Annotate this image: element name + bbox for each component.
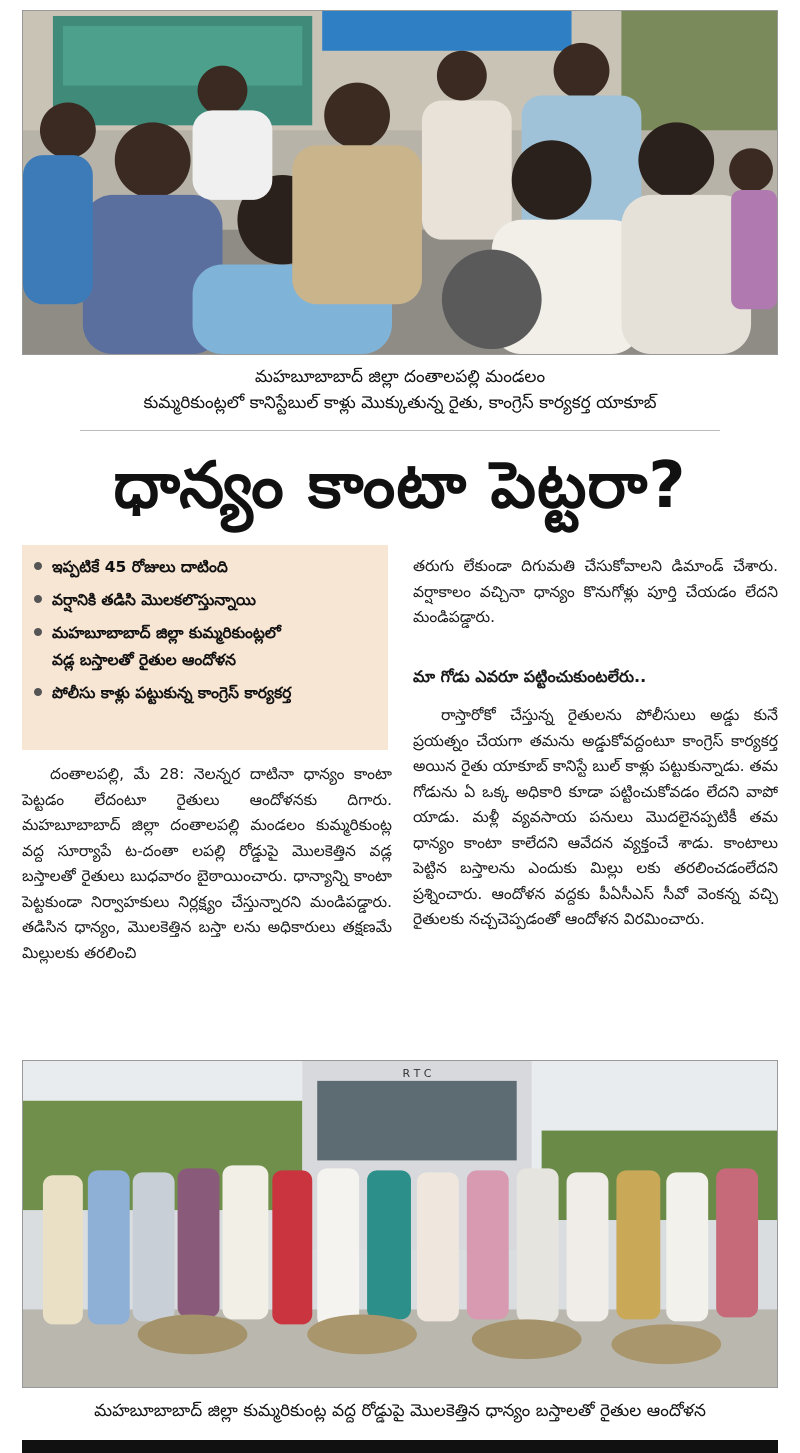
article-subheading: మా గోడు ఎవరూ పట్టించుకుంటలేరు.. <box>413 667 647 686</box>
article-right-column-top <box>413 554 778 631</box>
caption-line-2: కుమ్మరికుంట్లలో కానిస్టేబుల్‌ కాళ్లు మొక్కుతున్న రైతు, కాంగ్రెస్‌ కార్యకర్త యాకూబ్‌ <box>143 393 657 413</box>
top-photo-caption <box>22 364 778 416</box>
bullet-icon <box>34 595 42 603</box>
bottom-news-photo <box>22 1060 778 1388</box>
highlights-box <box>22 545 388 750</box>
highlights-list <box>32 557 378 703</box>
caption-line-1: మహబూబాబాద్‌ జిల్లా దంతాలపల్లి మండలం <box>254 367 546 387</box>
bullet-icon <box>34 562 42 570</box>
article-paragraph: రాస్తారోకో చేస్తున్న రైతులను పోలీసులు అడ్డు కునే ప్రయత్నం చేయగా తమను అడ్డుకోవద్దంటూ కాంగ్రెస్‌ కార్యకర్త అయిన రైతు యాకూబ్‌ కానిస్టే బుల్‌ కాళ్లు పట్టుకున్నాడు. తమ గోడును ఏ ఒక్క అధికారి కూడా పట్టించుకోవడం లేదని వాపో యాడు. మళ్లీ వ్యవసాయ పనులు మొదలైనప్పటికీ తమ ధాన్యం కాంటా కాలేదని ఆవేదన వ్యక్తంచే శాడు. కాంటాలు పెట్టిన బస్తాలను ఎందుకు మిల్లు లకు తరలించడంలేదని ప్రశ్నించారు. ఆందోళన వద్దకు పీఏసీఎస్‌ సీవో వెంకన్న వచ్చి రైతులకు నచ్చచెప్పడంతో ఆందోళన విరమించారు. <box>413 706 778 928</box>
highlight-item: మహబూబాబాద్‌ జిల్లా కుమ్మరికుంట్లలో <box>32 623 378 643</box>
page-bottom-bar <box>22 1440 778 1453</box>
bottom-photo-caption: మహబూబాబాద్‌ జిల్లా కుమ్మరికుంట్ల వద్ద రోడ్డుపై మొలకెత్తిన ధాన్యం బస్తాలతో రైతుల ఆందోళన <box>94 1401 706 1421</box>
caption-divider <box>80 430 720 431</box>
article-paragraph: తరుగు లేకుండా దిగుమతి చేసుకోవాలని డిమాండ్‌ చేశారు. వర్షాకాలం వచ్చినా ధాన్యం కొనుగోళ్లు పూర్తి చేయడం లేదని మండిపడ్డారు. <box>413 557 778 626</box>
article-right-column-bottom <box>413 703 778 933</box>
highlight-item: పోలీసు కాళ్లు పట్టుకున్న కాంగ్రెస్‌ కార్యకర్త <box>32 683 378 703</box>
bus-label: R T C <box>402 1066 432 1080</box>
highlight-item: వర్షానికి తడిసి మొలకలొస్తున్నాయి <box>32 590 378 610</box>
article-paragraph: దంతాలపల్లి, మే 28: నెలన్నర దాటినా ధాన్యం కాంటా పెట్టడం లేదంటూ రైతులు ఆందోళనకు దిగారు. మహబూబాబాద్‌ జిల్లా దంతాలపల్లి మండలం కుమ్మరికుంట్ల వద్ద సూర్యాపే ట-దంతా లపల్లి రోడ్డుపై మొలకెత్తిన వడ్ల బస్తాలతో రైతులు బుధవారం బైఠాయించారు. ధాన్యాన్ని కాంటా పెట్టకుండా నిర్వాహకులు నిర్లక్ష్యం చేస్తున్నారని మండిపడ్డారు. తడిసిన ధాన్యం, మొలకెత్తిన బస్తా లను అధికారులు తక్షణమే మిల్లులకు తరలించి <box>22 765 392 962</box>
article-left-column <box>22 762 392 966</box>
highlight-item-continued: వడ్ల బస్తాలతో రైతుల ఆందోళన <box>52 651 237 669</box>
highlight-item: ఇప్పటికే 45 రోజులు దాటింది <box>32 557 378 577</box>
bullet-icon <box>34 688 42 696</box>
headline: ధాన్యం కాంటా పెట్టరా? <box>113 449 687 523</box>
bullet-icon <box>34 628 42 636</box>
top-news-photo <box>22 10 778 355</box>
